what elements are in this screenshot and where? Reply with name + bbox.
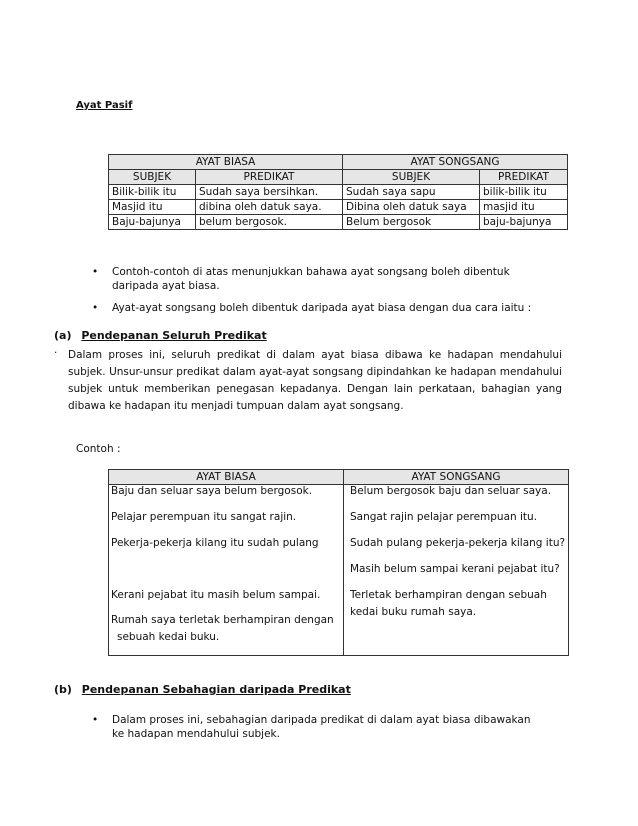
example-sentence: Terletak berhampiran dengan sebuah (350, 589, 547, 601)
table-cell: baju-bajunya (480, 215, 568, 230)
example-sentence: Baju dan seluar saya belum bergosok. (111, 485, 313, 497)
group-header-ayat-songsang: AYAT SONGSANG (343, 155, 568, 170)
bullet-dot-icon: • (92, 266, 99, 278)
example-table (108, 469, 569, 656)
column-header: PREDIKAT (480, 170, 568, 185)
bullet-item (92, 713, 542, 741)
table-column-header-row (109, 170, 568, 185)
section-b-heading (54, 683, 351, 696)
example-sentence: Kerani pejabat itu masih belum sampai. (111, 589, 321, 601)
column-header: SUBJEK (109, 170, 196, 185)
table-group-header-row (109, 155, 568, 170)
bullet-item (92, 301, 562, 315)
section-b-title: Pendepanan Sebahagian daripada Predikat (81, 683, 351, 696)
table-row (109, 215, 568, 230)
section-a-title: Pendepanan Seluruh Predikat (81, 329, 267, 342)
column-header-ayat-songsang: AYAT SONGSANG (344, 470, 569, 485)
table-row (109, 185, 568, 200)
section-b-label: (b) (54, 683, 72, 696)
bullet-dot-icon: • (92, 714, 99, 726)
example-sentence: Sangat rajin pelajar perempuan itu. (350, 511, 538, 523)
section-heading-ayat-pasif: Ayat Pasif (76, 100, 133, 111)
bullet-item (92, 265, 552, 293)
example-sentence: Pekerja-pekerja kilang itu sudah pulang (111, 537, 319, 549)
section-a-label: (a) (54, 329, 72, 342)
table-header-row (109, 470, 569, 485)
example-sentence: Belum bergosok baju dan seluar saya. (350, 485, 552, 497)
example-sentence: Sudah pulang pekerja-pekerja kilang itu? (350, 537, 566, 549)
table-row (109, 200, 568, 215)
table-cell: masjid itu (480, 200, 568, 215)
ayat-biasa-cell (109, 485, 344, 656)
example-sentence: kedai buku rumah saya. (350, 606, 477, 618)
bullet-text: Dalam proses ini, sebahagian daripada predikat di dalam ayat biasa dibawakan ke hadapan mendahului subjek. (112, 714, 531, 740)
group-header-ayat-biasa: AYAT BIASA (109, 155, 343, 170)
table-cell: Dibina oleh datuk saya (343, 200, 480, 215)
ayat-songsang-cell (344, 485, 569, 656)
table-cell: Belum bergosok (343, 215, 480, 230)
column-header-ayat-biasa: AYAT BIASA (109, 470, 344, 485)
section-a-paragraph: Dalam proses ini, seluruh predikat di dalam ayat biasa dibawa ke hadapan mendahului subjek. Unsur-unsur predikat dalam ayat-ayat songsang dipindahkan ke hadapan mendahului subjek untuk memberikan penegasan kepadanya. Dengan lain perkataan, bahagian yang dibawa ke hadapan itu menjadi tumpuan dalam ayat songsang. (68, 349, 562, 412)
paragraph-dot-icon: · (54, 347, 58, 359)
table-cell: Sudah saya bersihkan. (196, 185, 343, 200)
bullet-dot-icon: • (92, 302, 99, 314)
table-cell: belum bergosok. (196, 215, 343, 230)
bullet-text: Contoh-contoh di atas menunjukkan bahawa ayat songsang boleh dibentuk daripada ayat biasa. (112, 266, 510, 292)
section-a-heading (54, 329, 267, 342)
table-cell: dibina oleh datuk saya. (196, 200, 343, 215)
column-header: PREDIKAT (196, 170, 343, 185)
passive-sentence-table (108, 154, 568, 230)
example-sentence: sebuah kedai buku. (117, 631, 220, 643)
table-row (109, 485, 569, 656)
example-sentence: Pelajar perempuan itu sangat rajin. (111, 511, 297, 523)
column-header: SUBJEK (343, 170, 480, 185)
example-label: Contoh : (76, 443, 121, 455)
example-sentence: Masih belum sampai kerani pejabat itu? (350, 563, 560, 575)
example-sentence: Rumah saya terletak berhampiran dengan (111, 614, 334, 626)
bullet-text: Ayat-ayat songsang boleh dibentuk daripada ayat biasa dengan dua cara iaitu : (112, 302, 532, 314)
table-cell: Sudah saya sapu (343, 185, 480, 200)
table-cell: Baju-bajunya (109, 215, 196, 230)
table-cell: Masjid itu (109, 200, 196, 215)
table-cell: bilik-bilik itu (480, 185, 568, 200)
table-cell: Bilik-bilik itu (109, 185, 196, 200)
